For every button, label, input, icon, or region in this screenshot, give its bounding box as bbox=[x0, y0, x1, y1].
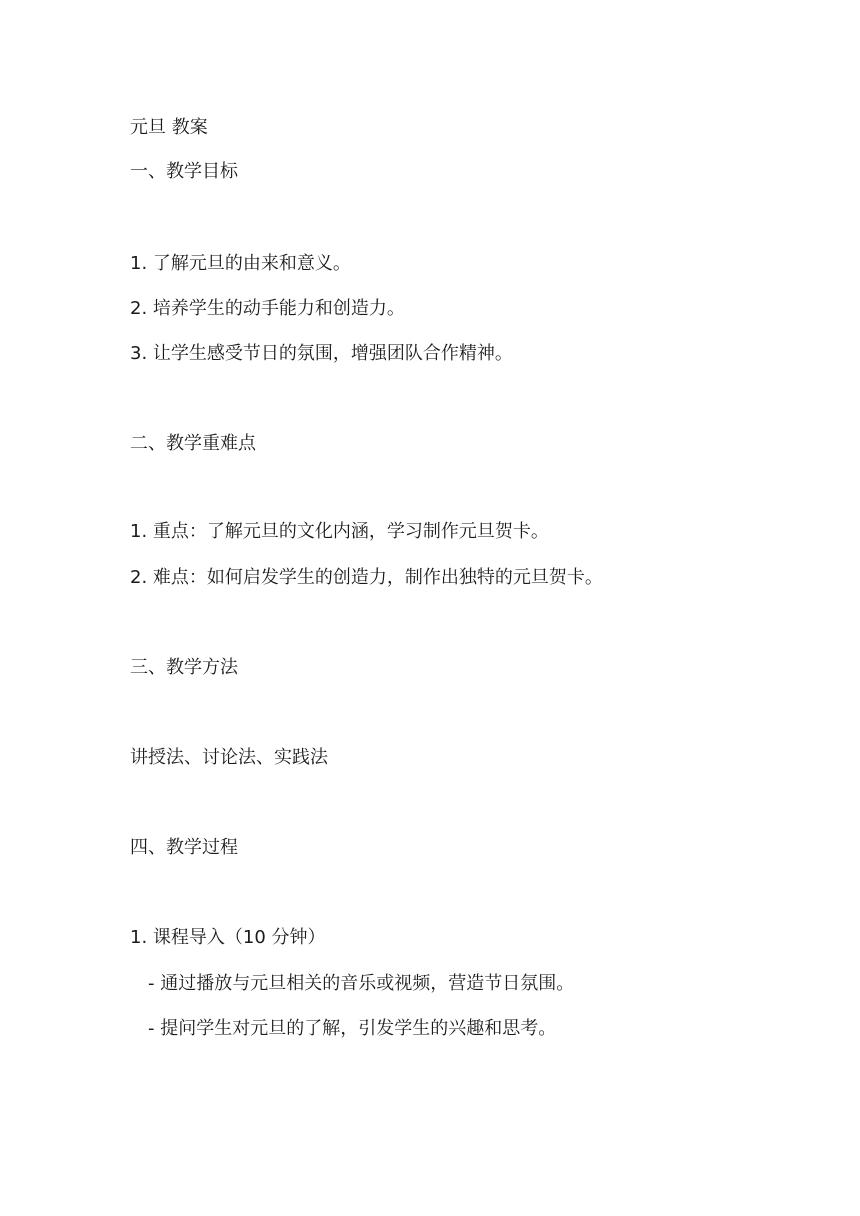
objective-item-3: 3. 让学生感受节日的氛围，增强团队合作精神。 bbox=[130, 343, 513, 364]
objective-item-1: 1. 了解元旦的由来和意义。 bbox=[130, 253, 351, 274]
process-item-1: 1. 课程导入（10 分钟） bbox=[130, 927, 326, 948]
section-heading-methods: 三、教学方法 bbox=[130, 657, 238, 678]
objective-item-2: 2. 培养学生的动手能力和创造力。 bbox=[130, 298, 405, 319]
process-subitem-2: - 提问学生对元旦的了解，引发学生的兴趣和思考。 bbox=[148, 1018, 557, 1039]
section-heading-process: 四、教学过程 bbox=[130, 837, 238, 858]
methods-text: 讲授法、讨论法、实践法 bbox=[130, 747, 328, 768]
section-heading-objectives: 一、教学目标 bbox=[130, 161, 238, 182]
section-heading-key-points: 二、教学重难点 bbox=[130, 433, 256, 454]
key-point-item-1: 1. 重点：了解元旦的文化内涵，学习制作元旦贺卡。 bbox=[130, 521, 549, 542]
key-point-item-2: 2. 难点：如何启发学生的创造力，制作出独特的元旦贺卡。 bbox=[130, 567, 603, 588]
document-title: 元旦 教案 bbox=[130, 117, 208, 138]
process-subitem-1: - 通过播放与元旦相关的音乐或视频，营造节日氛围。 bbox=[148, 973, 575, 994]
